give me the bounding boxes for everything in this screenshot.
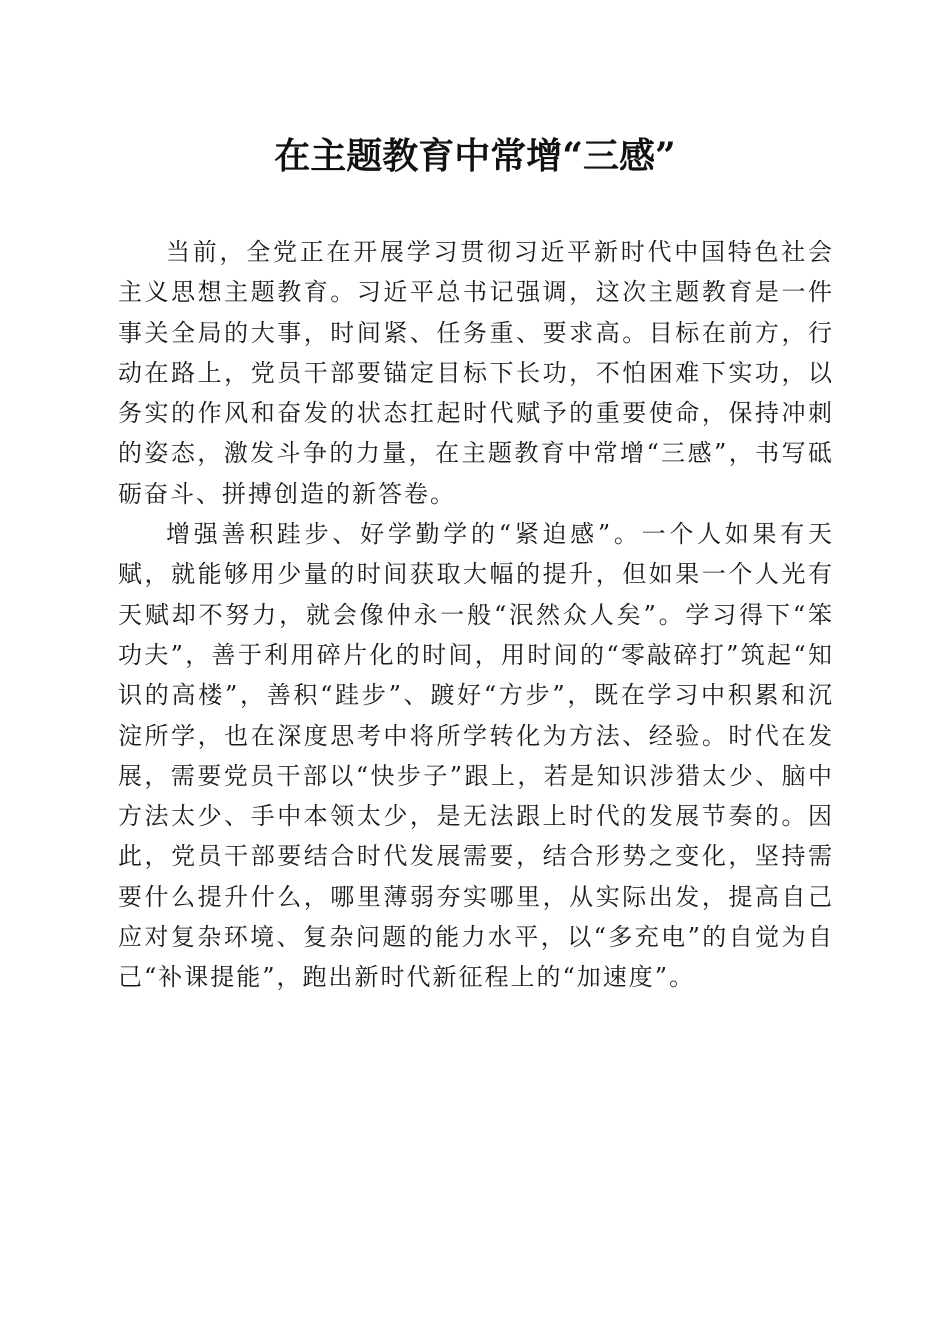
paragraph-urgency: 增强善积跬步、好学勤学的“紧迫感”。一个人如果有天赋，就能够用少量的时间获取大幅的提升，但如果一个人光有天赋却不努力，就会像仲永一般“泯然众人矣”。学习得下“笨功夫”，善于利用碎片化的时间，用时间的“零敲碎打”筑起“知识的高楼”，善积“跬步”、踱好“方步”，既在学习中积累和沉淀所学，也在深度思考中将所学转化为方法、经验。时代在发展，需要党员干部以“快步子”跟上，若是知识涉猎太少、脑中方法太少、手中本领太少，是无法跟上时代的发展节奏的。因此，党员干部要结合时代发展需要，结合形势之变化，坚持需要什么提升什么，哪里薄弱夯实哪里，从实际出发，提高自己应对复杂环境、复杂问题的能力水平，以“多充电”的自觉为自己“补课提能”，跑出新时代新征程上的“加速度”。 (118, 520, 834, 992)
document-body (118, 232, 834, 998)
paragraph-intro: 当前，全党正在开展学习贯彻习近平新时代中国特色社会主义思想主题教育。习近平总书记强调，这次主题教育是一件事关全局的大事，时间紧、任务重、要求高。目标在前方，行动在路上，党员干部要锚定目标下长功，不怕困难下实功，以务实的作风和奋发的状态扛起时代赋予的重要使命，保持冲刺的姿态，激发斗争的力量，在主题教育中常增“三感”，书写砥砺奋斗、拼搏创造的新答卷。 (118, 238, 834, 508)
document-title: 在主题教育中常增“三感” (274, 135, 676, 177)
